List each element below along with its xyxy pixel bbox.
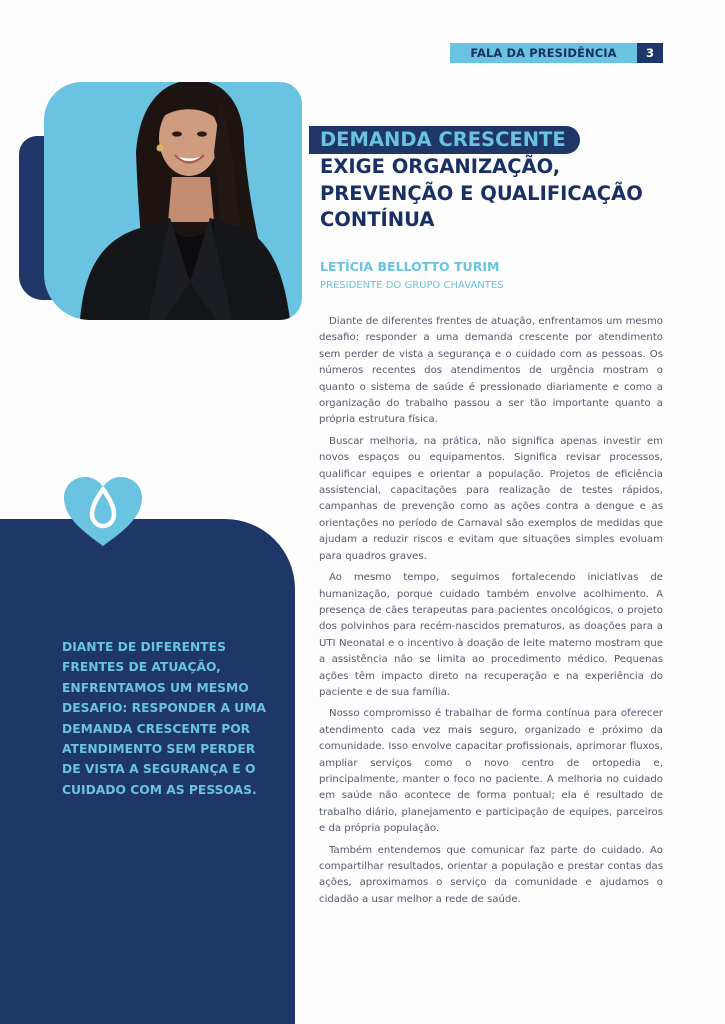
body-paragraph: Ao mesmo tempo, seguimos fortalecendo iniciativas de humanização, porque cuidado também envolve acolhimento. A presença de cães terapeutas para pacientes oncológicos, o projeto dos polvinhos para recém-nascidos prematuros, as doações para a UTI Neonatal e o incentivo à doação de leite materno mostram que a assistência não se limita ao procedimento médico. Pequenas ações têm impacto direto na recuperação e na experiência do paciente e de sua família. [319, 572, 663, 698]
section-header-tag [450, 43, 663, 63]
author-name: LETÍCIA BELLOTTO TURIM [320, 259, 500, 274]
body-paragraph: Diante de diferentes frentes de atuação, enfrentamos um mesmo desafio: responder a uma demanda crescente por atendimento sem perder de vista a segurança e o cuidado com as pessoas. Os números recentes dos atendimentos de urgência mostram o quanto o sistema de saúde é pressionado diariamente e como a organização do trabalho passou a ser tão importante quanto a própria estrutura física. [319, 316, 663, 426]
pull-quote-line: FRENTES DE ATUAÇÃO, [62, 660, 221, 675]
pull-quote-line: ATENDIMENTO SEM PERDER [62, 742, 256, 757]
body-paragraph: Buscar melhoria, na prática, não significa apenas investir em novos espaços ou equipamentos. Significa revisar processos, qualificar equipes e orientar a população. Projetos de eficiência assistencial, capacitações para realização de testes rápidos, campanhas de prevenção como as ações contra a dengue e as orientações no período de Carnaval são exemplos de medidas que ajudam a reduzir riscos e evitam que situações simples evoluam para quadros graves. [319, 435, 663, 562]
heart-drop-icon [62, 476, 144, 548]
pull-quote-line: DESAFIO: RESPONDER A UMA [62, 701, 266, 716]
body-paragraph: Nosso compromisso é trabalhar de forma contínua para oferecer atendimento cada vez mais seguro, organizado e próximo da comunidade. Isso envolve capacitar profissionais, aprimorar fluxos, ampliar serviços como o novo centro de ortopedia e, principalmente, manter o foco no paciente. A melhoria no cuidado em saúde não acontece de forma pontual; ela é resultado de trabalho diário, planejamento e participação de equipes, parceiros e da própria população. [319, 708, 663, 835]
portrait-illustration [44, 82, 302, 320]
portrait-photo [44, 82, 302, 320]
section-label: FALA DA PRESIDÊNCIA [450, 43, 637, 63]
pull-quote-line: DEMANDA CRESCENTE POR [62, 721, 251, 736]
pull-quote-line: DE VISTA A SEGURANÇA E O [62, 762, 256, 777]
headline-line: EXIGE ORGANIZAÇÃO, [320, 155, 561, 178]
pull-quote-line: ENFRENTAMOS UM MESMO [62, 680, 249, 695]
article-body [319, 314, 663, 913]
pull-quote [62, 637, 266, 800]
headline-line: PREVENÇÃO E QUALIFICAÇÃO [320, 181, 643, 205]
headline-highlight: DEMANDA CRESCENTE [309, 126, 580, 154]
author-role: PRESIDENTE DO GRUPO CHAVANTES [320, 280, 504, 291]
page-number: 3 [637, 43, 663, 63]
pull-quote-line: CUIDADO COM AS PESSOAS. [62, 782, 257, 797]
body-paragraph: Também entendemos que comunicar faz parte do cuidado. Ao compartilhar resultados, orientar a população e prestar contas das ações, aproximamos o serviço da comunidade e ajudamos o cidadão a usar melhor a rede de saúde. [319, 844, 663, 905]
headline [320, 154, 680, 234]
headline-line: CONTÍNUA [320, 208, 435, 231]
pull-quote-line: DIANTE DE DIFERENTES [62, 640, 226, 654]
